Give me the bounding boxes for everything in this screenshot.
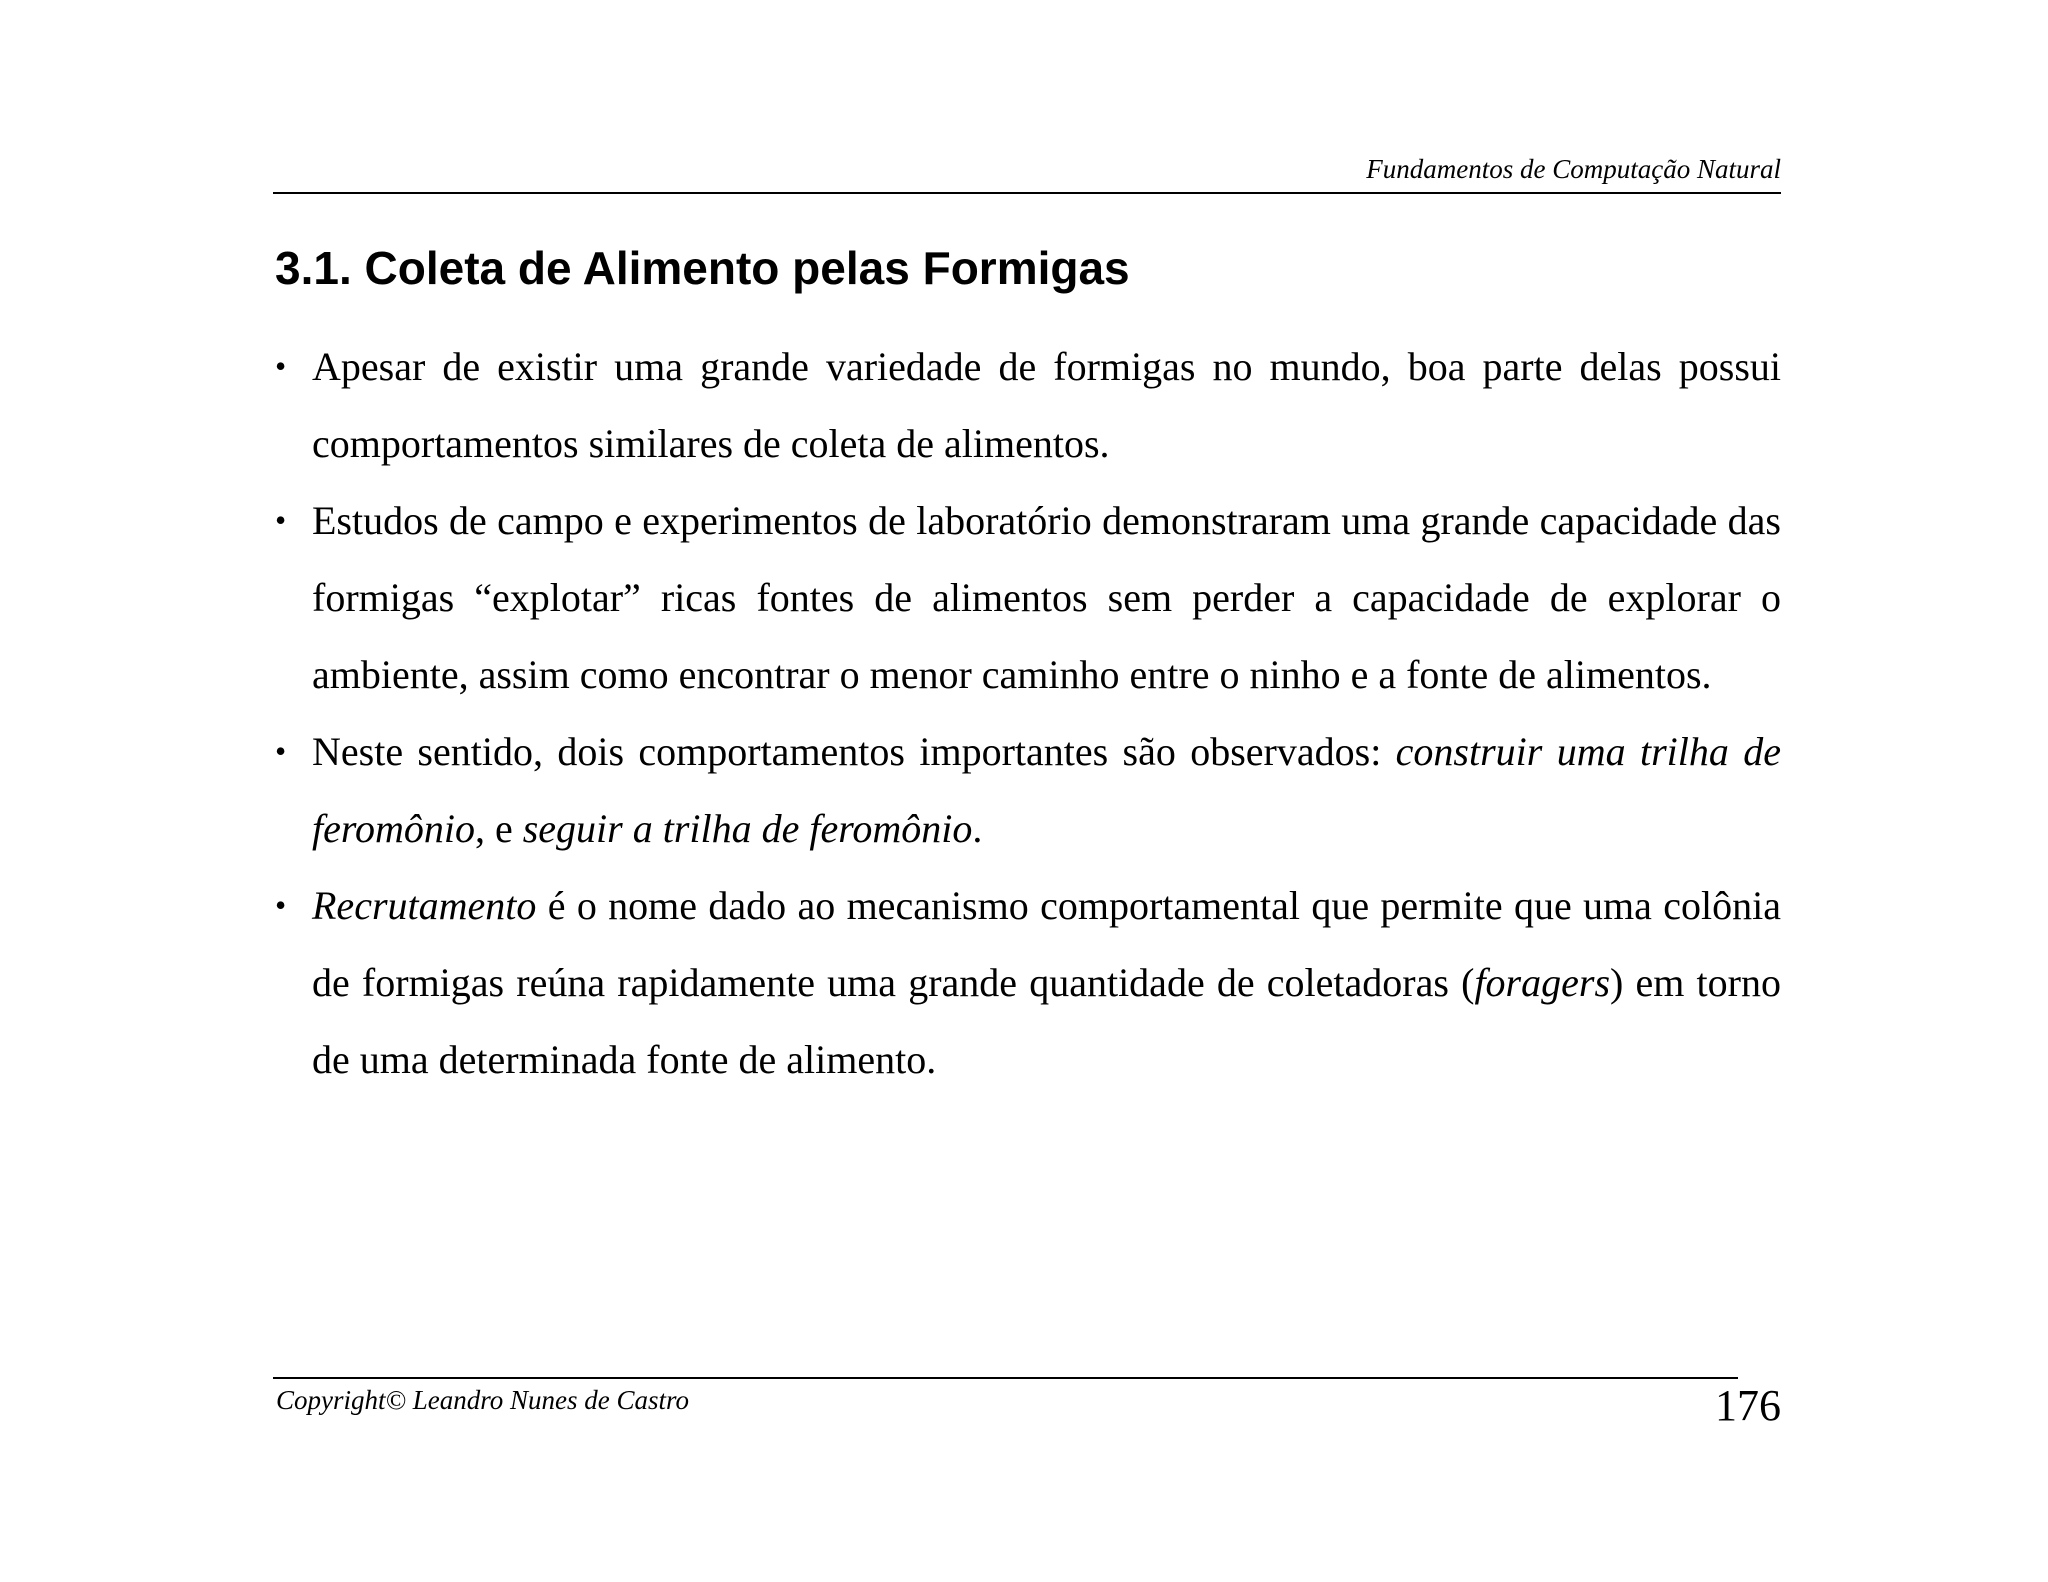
bullet-text: . [972, 806, 983, 851]
emphasis-text: Recrutamento [312, 883, 537, 928]
bullet-item [275, 328, 1781, 482]
emphasis-text: construir uma trilha de feromônio [312, 729, 1781, 851]
running-header: Fundamentos de Computação Natural [1366, 154, 1781, 184]
page-number: 176 [1715, 1381, 1781, 1430]
footer-copyright: Copyright© Leandro Nunes de Castro [276, 1385, 690, 1415]
section-title: 3.1. Coleta de Alimento pelas Formigas [275, 242, 1130, 294]
bullet-text: Estudos de campo e experimentos de laboratório demonstraram uma grande capacidade das formigas “explotar” ricas fontes de alimentos sem perder a capacidade de explorar o ambiente, assim como encontrar o menor caminho entre o ninho e a fonte de alimentos. [312, 498, 1781, 697]
header-divider [273, 192, 1781, 194]
bullet-icon: • [275, 733, 287, 769]
bullet-text: ) em torno de uma determinada fonte de alimento. [312, 960, 1781, 1082]
bullet-item [275, 482, 1781, 713]
footer-divider [273, 1377, 1738, 1379]
bullet-item [275, 713, 1781, 867]
bullet-text: , e [474, 806, 523, 851]
bullet-item [275, 867, 1781, 1098]
bullet-icon: • [275, 887, 287, 923]
bullet-text: Neste sentido, dois comportamentos importantes são observados: [312, 729, 1396, 774]
bullet-icon: • [275, 502, 287, 538]
emphasis-text: seguir a trilha de feromônio [522, 806, 973, 851]
bullet-text: Apesar de existir uma grande variedade de formigas no mundo, boa parte delas possui comportamentos similares de coleta de alimentos. [312, 344, 1781, 466]
bullet-icon: • [275, 348, 287, 384]
bullet-text: é o nome dado ao mecanismo comportamental que permite que uma colônia de formigas reúna rapidamente uma grande quantidade de coletadoras ( [312, 883, 1781, 1005]
emphasis-text: foragers [1474, 960, 1611, 1005]
bullet-list [275, 328, 1781, 1098]
